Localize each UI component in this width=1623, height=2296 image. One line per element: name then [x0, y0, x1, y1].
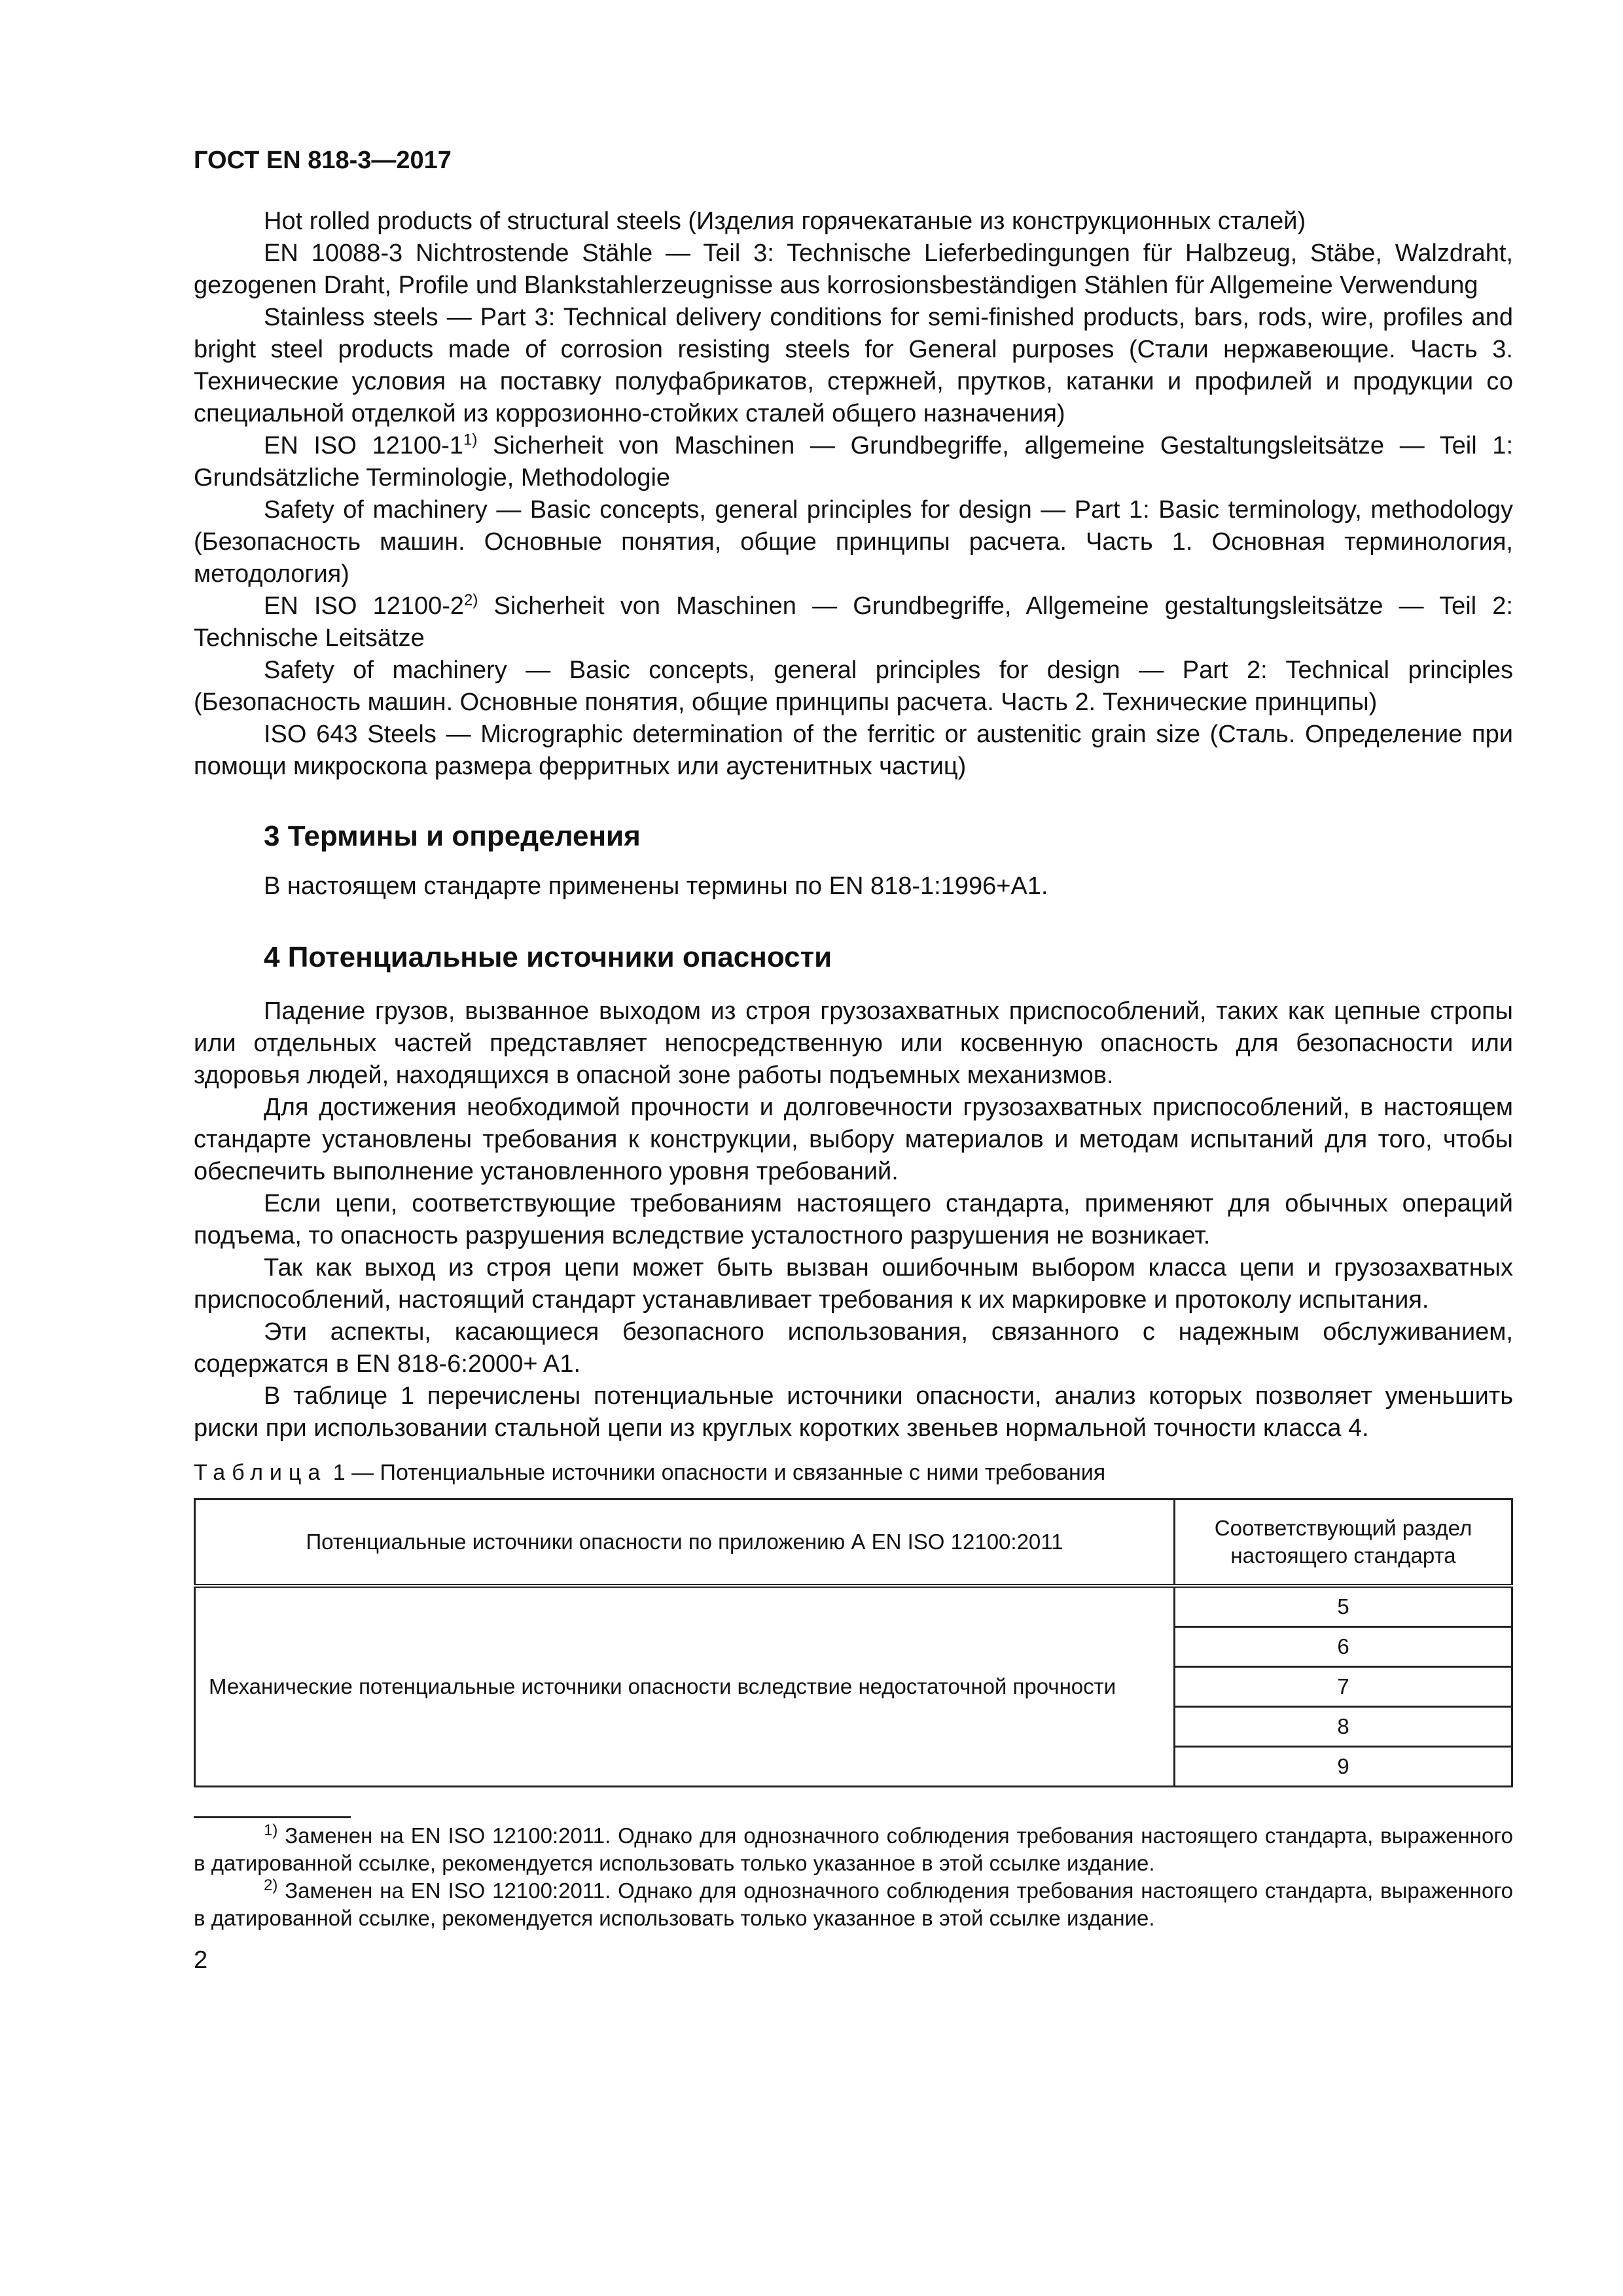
footnote-ref: 1) [463, 431, 478, 449]
ref-text: Sicherheit von Maschinen — Grundbegriffe, Allgemeine gestaltungsleitsätze — Teil 2: Technische Leitsätze [194, 592, 1513, 652]
ref-paragraph-1: Hot rolled products of structural steels (Изделия горячекатаные из конструкционных сталей) [264, 207, 1306, 235]
table-caption-text: 1 — Потенциальные источники опасности и связанные с ними требования [327, 1460, 1106, 1485]
ref-paragraph-4 [194, 430, 1513, 494]
section-4-paragraph-2: Для достижения необходимой прочности и долговечности грузозахватных приспособлений, в настоящем стандарте установлены требования к конструкции, выбору материалов и методам испытаний для того, чтобы обеспечить выполнение установленного уровня требований. [194, 1094, 1513, 1185]
footnote-text: Заменен на EN ISO 12100:2011. Однако для однозначного соблюдения требования настоящего стандарта, выраженного в датированной ссылке, рекомендуется использовать только указанное в этой ссылке издание. [194, 1878, 1513, 1930]
footnote-mark: 1) [264, 1821, 278, 1839]
footnote-text: Заменен на EN ISO 12100:2011. Однако для однозначного соблюдения требования настоящего стандарта, выраженного в датированной ссылке, рекомендуется использовать только указанное в этой ссылке издание. [194, 1823, 1513, 1875]
table-cell-section: 8 [1175, 1707, 1512, 1747]
section-4-paragraph-1: Падение грузов, вызванное выходом из строя грузозахватных приспособлений, таких как цепные стропы или отдельных частей представляет непосредственную или косвенную опасность для безопасности или здоровья людей, находящихся в опасной зоне работы подъемных механизмов. [194, 997, 1513, 1089]
table-cell-section: 9 [1175, 1747, 1512, 1787]
ref-paragraph-7: Safety of machinery — Basic concepts, general principles for design — Part 2: Technical principles (Безопасность машин. Основные понятия, общие принципы расчета. Часть 2. Технические принципы) [194, 656, 1513, 716]
ref-paragraph-6 [194, 590, 1513, 655]
table-cell-section: 6 [1175, 1627, 1512, 1667]
document-header: ГОСТ EN 818-3—2017 [194, 147, 452, 174]
footnote-ref: 2) [464, 591, 478, 609]
ref-paragraph-8: ISO 643 Steels — Micrographic determination of the ferritic or austenitic grain size (Сталь. Определение при помощи микроскопа размера ферритных или аустенитных частиц) [194, 721, 1513, 780]
footnote-2 [194, 1877, 1513, 1932]
section-4-paragraph-6: В таблице 1 перечислены потенциальные источники опасности, анализ которых позволяет уменьшить риски при использовании стальной цепи из круглых коротких звеньев нормальной точности класса 4. [194, 1382, 1513, 1442]
footnote-divider [194, 1816, 351, 1818]
table-row [195, 1586, 1512, 1627]
section-4-paragraph-3: Если цепи, соответствующие требованиям настоящего стандарта, применяют для обычных операций подъема, то опасность разрушения вследствие усталостного разрушения не возникает. [194, 1190, 1513, 1249]
ref-code: EN ISO 12100-1 [264, 432, 463, 459]
section-3-text: В настоящем стандарте применены термины по EN 818-1:1996+A1. [264, 872, 1048, 900]
table-caption [194, 1458, 1513, 1488]
ref-paragraph-5: Safety of machinery — Basic concepts, general principles for design — Part 1: Basic terminology, methodology (Безопасность машин. Основные понятия, общие принципы расчета. Часть 1. Основная терминология, методология) [194, 496, 1513, 588]
ref-code: EN ISO 12100-2 [264, 592, 465, 620]
document-page [194, 144, 1513, 1977]
table-caption-label: Таблица [194, 1460, 327, 1485]
section-4-paragraph-4: Так как выход из строя цепи может быть вызван ошибочным выбором класса цепи и грузозахватных приспособлений, настоящий стандарт устанавливает требования к их маркировке и протоколу испытания. [194, 1254, 1513, 1314]
table-cell-hazard: Механические потенциальные источники опасности вследствие недостаточной прочности [195, 1586, 1175, 1787]
table-cell-section: 5 [1175, 1586, 1512, 1627]
page-number: 2 [194, 1946, 208, 1974]
table-cell-section: 7 [1175, 1667, 1512, 1707]
ref-paragraph-2: EN 10088-3 Nichtrostende Stähle — Teil 3: Technische Lieferbedingungen für Halbzeug, Stäbe, Walzdraht, gezogenen Draht, Profile und Blankstahlerzeugnisse aus korrosionsbeständigen Stählen für Allgemeine Verwendung [194, 240, 1513, 299]
section-4-paragraph-5: Эти аспекты, касающиеся безопасного использования, связанного с надежным обслуживанием, содержатся в EN 818-6:2000+ A1. [194, 1318, 1513, 1378]
ref-paragraph-3: Stainless steels — Part 3: Technical delivery conditions for semi-finished products, bars, rods, wire, profiles and bright steel products made of corrosion resisting steels for General purposes (Стали нержавеющие. Часть 3. Технические условия на поставку полуфабрикатов, стержней, прутков, катанки и профилей и продукции со специальной отделкой из коррозионно-стойких сталей общего назначения) [194, 304, 1513, 427]
hazards-table [194, 1498, 1513, 1787]
table-header-section: Соответствующий раздел настоящего стандарта [1175, 1499, 1512, 1587]
ref-text: Sicherheit von Maschinen — Grundbegriffe, allgemeine Gestaltungsleitsätze — Teil 1: Grundsätzliche Terminologie, Methodologie [194, 432, 1514, 492]
section-3-heading: 3 Термины и определения [264, 820, 641, 852]
table-header-hazards: Потенциальные источники опасности по приложению А EN ISO 12100:2011 [195, 1499, 1175, 1587]
footnote-mark: 2) [264, 1876, 278, 1894]
table-header-row [195, 1499, 1512, 1587]
footnote-1 [194, 1822, 1513, 1877]
section-4-heading: 4 Потенциальные источники опасности [264, 941, 832, 973]
